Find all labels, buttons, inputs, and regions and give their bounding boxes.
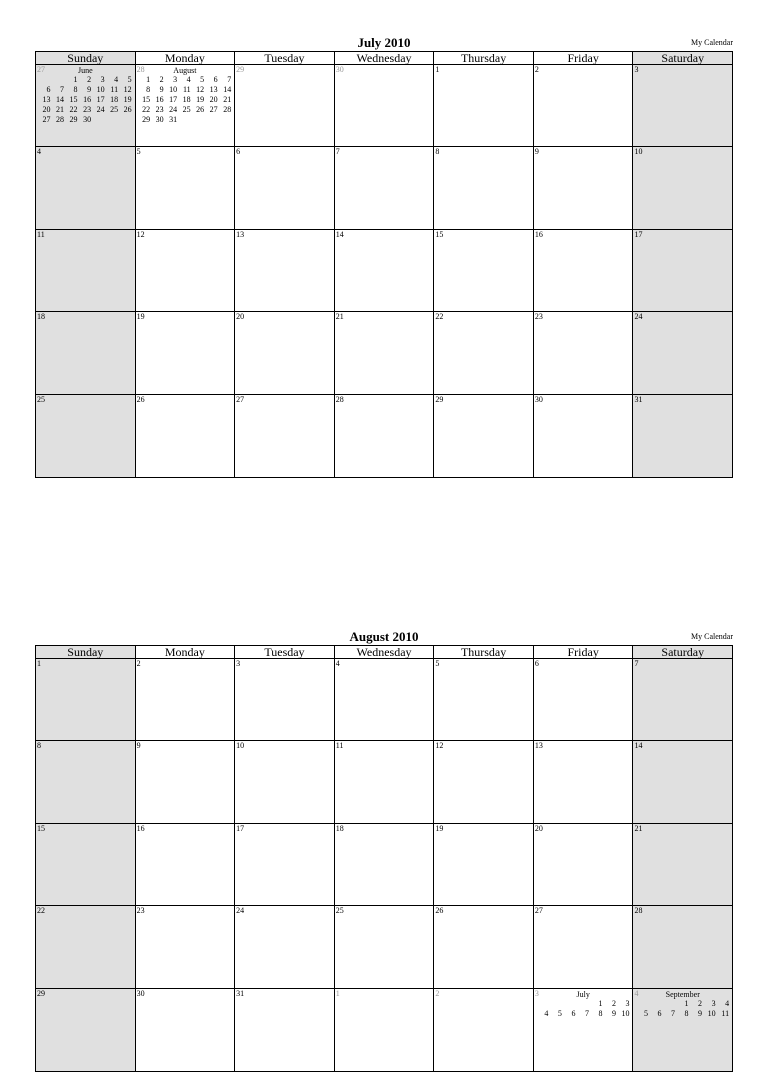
- day-number: 26: [435, 906, 444, 916]
- weekday-label: Tuesday: [235, 646, 335, 658]
- day-number: 17: [634, 229, 643, 239]
- mini-calendar-day: [119, 115, 133, 125]
- mini-calendar-day: 6: [213, 75, 218, 84]
- day-number: 27: [37, 65, 45, 74]
- day-number: 10: [634, 147, 643, 157]
- mini-calendar: [635, 990, 730, 1019]
- day-cell[interactable]: [335, 65, 435, 146]
- mini-calendar-day: [649, 999, 663, 1009]
- mini-calendar-day: 5: [643, 1008, 648, 1018]
- day-cell[interactable]: [633, 230, 732, 311]
- day-number: 13: [534, 741, 543, 751]
- mini-calendar-day: 5: [200, 75, 205, 84]
- day-cell[interactable]: [434, 989, 534, 1071]
- day-cell[interactable]: [534, 906, 634, 987]
- day-number: 23: [534, 312, 543, 322]
- mini-calendar-row: [38, 105, 133, 115]
- day-number: 1: [435, 65, 440, 74]
- week-row: [36, 741, 732, 823]
- day-number: 21: [335, 312, 344, 322]
- day-cell[interactable]: [136, 395, 236, 477]
- mini-calendar-day: 29: [69, 115, 78, 124]
- mini-calendar-day: 15: [142, 95, 151, 104]
- day-cell[interactable]: [235, 906, 335, 987]
- day-cell[interactable]: [136, 824, 236, 905]
- mini-calendar-day: 29: [142, 115, 151, 124]
- mini-calendar-day: [106, 115, 120, 125]
- day-cell[interactable]: [235, 312, 335, 393]
- weekday-label: Tuesday: [235, 52, 335, 64]
- day-number: 9: [136, 741, 141, 751]
- day-number: 10: [236, 741, 245, 751]
- day-cell[interactable]: [136, 147, 236, 228]
- day-cell[interactable]: [335, 824, 435, 905]
- day-number: 7: [634, 659, 639, 668]
- day-number: 4: [335, 659, 340, 668]
- mini-calendar-day: 3: [173, 75, 178, 84]
- day-number: 15: [37, 823, 45, 833]
- week-row: [36, 824, 732, 906]
- mini-calendar-day: 13: [42, 95, 51, 104]
- day-number: 4: [634, 988, 639, 998]
- mini-calendar-day: 6: [657, 1008, 662, 1018]
- mini-calendar-title: August: [173, 66, 197, 75]
- mini-calendar-title: September: [665, 989, 700, 999]
- day-cell[interactable]: [36, 395, 136, 477]
- week-row: [36, 147, 732, 229]
- day-cell[interactable]: [136, 989, 236, 1071]
- mini-calendar-day: [178, 115, 192, 125]
- mini-calendar-day: 2: [159, 75, 164, 84]
- day-cell[interactable]: [534, 989, 634, 1071]
- weekday-header: [36, 646, 732, 659]
- calendar-name: My Calendar: [691, 38, 733, 47]
- day-number: 4: [37, 147, 41, 157]
- day-number: 25: [37, 394, 45, 404]
- week-row: [36, 65, 732, 147]
- weekday-label: Saturday: [633, 52, 732, 64]
- day-number: 11: [37, 229, 45, 239]
- weekday-label: Friday: [534, 646, 634, 658]
- mini-calendar-day: 7: [584, 1008, 589, 1018]
- week-row: [36, 312, 732, 394]
- day-cell[interactable]: [36, 230, 136, 311]
- day-number: 6: [534, 659, 539, 668]
- mini-calendar-day: [92, 115, 106, 125]
- day-cell[interactable]: [534, 147, 634, 228]
- day-cell[interactable]: [36, 989, 136, 1071]
- day-cell[interactable]: [434, 147, 534, 228]
- mini-calendar-day: 3: [100, 75, 105, 84]
- mini-calendar-day: 25: [182, 105, 191, 114]
- mini-calendar-day: 10: [96, 85, 105, 94]
- calendar-name: My Calendar: [691, 632, 733, 641]
- day-cell[interactable]: [235, 989, 335, 1071]
- mini-calendar-day: 19: [123, 95, 132, 104]
- day-number: 3: [236, 659, 241, 668]
- mini-calendar-day: [563, 999, 577, 1009]
- mini-calendar-day: 8: [146, 85, 151, 94]
- mini-calendar-day: 14: [223, 85, 232, 94]
- day-number: 16: [534, 229, 543, 239]
- day-number: 2: [534, 65, 539, 74]
- day-number: 12: [435, 741, 444, 751]
- day-number: 3: [534, 988, 539, 998]
- day-cell[interactable]: [534, 659, 634, 740]
- day-cell[interactable]: [335, 659, 435, 740]
- mini-calendar-day: 11: [721, 1008, 730, 1018]
- day-number: 30: [136, 988, 145, 998]
- mini-calendar-day: 27: [209, 105, 218, 114]
- day-cell[interactable]: [136, 741, 236, 822]
- day-number: 25: [335, 906, 344, 916]
- month-grid: [35, 51, 733, 478]
- mini-calendar-day: [536, 999, 550, 1009]
- day-cell[interactable]: [36, 906, 136, 987]
- day-number: 27: [534, 906, 543, 916]
- mini-calendar-day: 10: [621, 1008, 630, 1018]
- weekday-label: Sunday: [36, 646, 136, 658]
- mini-calendar-day: 21: [56, 105, 65, 114]
- day-number: 6: [236, 147, 241, 157]
- mini-calendar-day: 2: [611, 998, 616, 1008]
- weekday-label: Thursday: [434, 646, 534, 658]
- day-cell[interactable]: [136, 906, 236, 987]
- mini-calendar-day: 22: [142, 105, 151, 114]
- day-cell[interactable]: [36, 659, 136, 740]
- mini-calendar-day: 11: [110, 85, 119, 94]
- mini-calendar-row: [138, 105, 233, 115]
- day-cell[interactable]: [335, 906, 435, 987]
- mini-calendar-day: 21: [223, 95, 232, 104]
- day-number: 29: [37, 988, 45, 998]
- day-number: 18: [335, 823, 344, 833]
- day-cell[interactable]: [335, 147, 435, 228]
- month-grid: [35, 645, 733, 1072]
- mini-calendar: [536, 990, 631, 1019]
- day-number: 28: [634, 906, 643, 916]
- mini-calendar-row: [536, 1009, 631, 1019]
- weekday-label: Monday: [136, 646, 236, 658]
- day-number: 2: [136, 659, 141, 668]
- mini-calendar-day: 9: [87, 85, 92, 94]
- mini-calendar-day: 4: [186, 75, 191, 84]
- mini-calendar-row: [138, 75, 233, 85]
- day-cell[interactable]: [633, 395, 732, 477]
- day-cell[interactable]: [335, 989, 435, 1071]
- week-row: [36, 989, 732, 1071]
- mini-calendar-day: 18: [182, 95, 191, 104]
- mini-calendar-day: 23: [155, 105, 164, 114]
- mini-calendar-day: 4: [725, 998, 730, 1008]
- day-number: 20: [236, 312, 245, 322]
- week-row: [36, 395, 732, 477]
- day-cell[interactable]: [36, 741, 136, 822]
- mini-calendar-day: 5: [127, 75, 132, 84]
- day-number: 1: [37, 659, 41, 668]
- day-cell[interactable]: [633, 147, 732, 228]
- day-cell[interactable]: [136, 65, 236, 146]
- weekday-label: Wednesday: [335, 52, 435, 64]
- mini-calendar-day: 7: [60, 85, 65, 94]
- mini-calendar-day: 11: [182, 85, 191, 94]
- mini-calendar-day: 4: [114, 75, 119, 84]
- day-number: 27: [236, 394, 245, 404]
- day-number: 2: [435, 988, 440, 998]
- day-number: 15: [435, 229, 444, 239]
- mini-calendar-title: June: [77, 66, 93, 75]
- day-number: 16: [136, 823, 145, 833]
- day-cell[interactable]: [235, 147, 335, 228]
- day-cell[interactable]: [235, 824, 335, 905]
- mini-calendar-day: 24: [169, 105, 178, 114]
- mini-calendar-day: 9: [159, 85, 164, 94]
- day-cell[interactable]: [235, 65, 335, 146]
- mini-calendar-day: [52, 75, 66, 85]
- mini-calendar-day: [576, 999, 590, 1009]
- day-number: 23: [136, 906, 145, 916]
- day-number: 8: [435, 147, 440, 157]
- mini-calendar-day: 7: [227, 75, 232, 84]
- mini-calendar-day: 1: [146, 75, 151, 84]
- mini-calendar-day: [205, 115, 219, 125]
- mini-calendar-day: 13: [209, 85, 218, 94]
- mini-calendar-row: [138, 95, 233, 105]
- mini-calendar-day: 24: [96, 105, 105, 114]
- day-number: 20: [534, 823, 543, 833]
- mini-calendar-day: 19: [196, 95, 205, 104]
- day-cell[interactable]: [633, 906, 732, 987]
- mini-calendar-day: 28: [223, 105, 232, 114]
- day-cell[interactable]: [136, 230, 236, 311]
- mini-calendar-day: [192, 115, 206, 125]
- day-cell[interactable]: [534, 395, 634, 477]
- day-number: 14: [634, 741, 643, 751]
- weekday-label: Saturday: [633, 646, 732, 658]
- day-cell[interactable]: [434, 659, 534, 740]
- mini-calendar-day: 10: [169, 85, 178, 94]
- weekday-label: Wednesday: [335, 646, 435, 658]
- day-cell[interactable]: [534, 312, 634, 393]
- mini-calendar-row: [38, 115, 133, 125]
- day-cell[interactable]: [235, 395, 335, 477]
- day-number: 17: [236, 823, 245, 833]
- day-number: 5: [435, 659, 440, 668]
- weekday-label: Thursday: [434, 52, 534, 64]
- mini-calendar-day: 5: [557, 1008, 562, 1018]
- day-cell[interactable]: [434, 65, 534, 146]
- day-number: 22: [37, 906, 45, 916]
- weekday-header: [36, 52, 732, 65]
- mini-calendar-day: 12: [196, 85, 205, 94]
- day-cell[interactable]: [335, 395, 435, 477]
- week-row: [36, 659, 732, 741]
- mini-calendar-day: 8: [684, 1008, 689, 1018]
- day-cell[interactable]: [36, 147, 136, 228]
- mini-calendar-day: 16: [83, 95, 92, 104]
- day-cell[interactable]: [235, 659, 335, 740]
- day-number: 11: [335, 741, 344, 751]
- mini-calendar-day: 28: [56, 115, 65, 124]
- mini-calendar-title: July: [576, 989, 590, 999]
- mini-calendar-day: 30: [83, 115, 92, 124]
- mini-calendar-day: 3: [625, 998, 630, 1008]
- day-cell[interactable]: [434, 906, 534, 987]
- mini-calendar-row: [38, 75, 133, 85]
- mini-calendar-day: 27: [42, 115, 51, 124]
- day-number: 1: [335, 988, 340, 998]
- day-number: 30: [534, 394, 543, 404]
- day-number: 19: [136, 312, 145, 322]
- day-number: 5: [136, 147, 141, 157]
- mini-calendar: [138, 66, 233, 125]
- mini-calendar-day: 2: [87, 75, 92, 84]
- mini-calendar-day: 30: [155, 115, 164, 124]
- day-number: 26: [136, 394, 145, 404]
- mini-calendar-day: 9: [611, 1008, 616, 1018]
- mini-calendar-row: [536, 999, 631, 1009]
- day-number: 14: [335, 229, 344, 239]
- day-number: 29: [435, 394, 444, 404]
- day-cell[interactable]: [633, 741, 732, 822]
- mini-calendar-day: 22: [69, 105, 78, 114]
- weekday-label: Sunday: [36, 52, 136, 64]
- day-number: 19: [435, 823, 444, 833]
- mini-calendar-day: 20: [42, 105, 51, 114]
- week-row: [36, 906, 732, 988]
- day-number: 28: [335, 394, 344, 404]
- day-cell[interactable]: [136, 659, 236, 740]
- day-cell[interactable]: [633, 824, 732, 905]
- day-cell[interactable]: [235, 741, 335, 822]
- mini-calendar-day: 6: [46, 85, 51, 94]
- mini-calendar-day: 18: [110, 95, 119, 104]
- day-cell[interactable]: [335, 312, 435, 393]
- day-cell[interactable]: [633, 65, 732, 146]
- mini-calendar-day: 31: [169, 115, 178, 124]
- mini-calendar-row: [138, 115, 233, 125]
- mini-calendar-row: [138, 85, 233, 95]
- day-number: 3: [634, 65, 639, 74]
- day-cell[interactable]: [434, 312, 534, 393]
- mini-calendar-day: 25: [110, 105, 119, 114]
- day-cell[interactable]: [534, 824, 634, 905]
- day-cell[interactable]: [434, 824, 534, 905]
- mini-calendar-day: 4: [544, 1008, 549, 1018]
- day-number: 9: [534, 147, 539, 157]
- month-title: July 2010: [357, 35, 411, 50]
- day-cell[interactable]: [335, 230, 435, 311]
- mini-calendar-day: 7: [671, 1008, 676, 1018]
- mini-calendar-row: [635, 999, 730, 1009]
- day-cell[interactable]: [434, 741, 534, 822]
- weekday-label: Friday: [534, 52, 634, 64]
- mini-calendar-day: 6: [571, 1008, 576, 1018]
- day-number: 28: [136, 65, 145, 74]
- mini-calendar: [38, 66, 133, 125]
- weekday-label: Monday: [136, 52, 236, 64]
- week-row: [36, 230, 732, 312]
- mini-calendar-day: 20: [209, 95, 218, 104]
- mini-calendar-day: 8: [73, 85, 78, 94]
- mini-calendar-day: 12: [123, 85, 132, 94]
- day-cell[interactable]: [335, 741, 435, 822]
- mini-calendar-day: 1: [598, 998, 603, 1008]
- mini-calendar-day: 26: [196, 105, 205, 114]
- day-cell[interactable]: [534, 230, 634, 311]
- day-cell[interactable]: [36, 312, 136, 393]
- mini-calendar-day: [38, 75, 52, 85]
- mini-calendar-day: 26: [123, 105, 132, 114]
- mini-calendar-day: [635, 999, 649, 1009]
- day-number: 29: [236, 65, 245, 74]
- day-number: 24: [236, 906, 245, 916]
- mini-calendar-row: [38, 95, 133, 105]
- day-number: 31: [634, 394, 643, 404]
- day-cell[interactable]: [633, 312, 732, 393]
- day-cell[interactable]: [534, 741, 634, 822]
- mini-calendar-day: 2: [698, 998, 703, 1008]
- mini-calendar-day: 14: [56, 95, 65, 104]
- mini-calendar-row: [38, 85, 133, 95]
- mini-calendar-row: [635, 1009, 730, 1019]
- day-number: 31: [236, 988, 245, 998]
- day-number: 13: [236, 229, 245, 239]
- day-cell[interactable]: [434, 395, 534, 477]
- mini-calendar-day: 23: [83, 105, 92, 114]
- day-number: 12: [136, 229, 145, 239]
- mini-calendar-day: 17: [96, 95, 105, 104]
- mini-calendar-day: [219, 115, 233, 125]
- mini-calendar-day: 10: [707, 1008, 716, 1018]
- day-cell[interactable]: [633, 659, 732, 740]
- day-number: 18: [37, 312, 45, 322]
- day-cell[interactable]: [36, 824, 136, 905]
- mini-calendar-day: 15: [69, 95, 78, 104]
- mini-calendar-day: 17: [169, 95, 178, 104]
- mini-calendar-day: 1: [684, 998, 689, 1008]
- day-number: 21: [634, 823, 643, 833]
- day-number: 7: [335, 147, 340, 157]
- day-cell[interactable]: [136, 312, 236, 393]
- day-number: 8: [37, 741, 41, 751]
- mini-calendar-day: 3: [711, 998, 716, 1008]
- day-cell[interactable]: [633, 989, 732, 1071]
- day-cell[interactable]: [235, 230, 335, 311]
- mini-calendar-day: 16: [155, 95, 164, 104]
- month-title: August 2010: [349, 629, 419, 644]
- mini-calendar-day: [663, 999, 677, 1009]
- day-number: 22: [435, 312, 444, 322]
- day-cell[interactable]: [434, 230, 534, 311]
- mini-calendar-day: 8: [598, 1008, 603, 1018]
- mini-calendar-day: [549, 999, 563, 1009]
- day-number: 24: [634, 312, 643, 322]
- mini-calendar-day: 9: [698, 1008, 703, 1018]
- mini-calendar-day: 1: [73, 75, 78, 84]
- day-cell[interactable]: [534, 65, 634, 146]
- day-number: 30: [335, 65, 344, 74]
- day-cell[interactable]: [36, 65, 136, 146]
